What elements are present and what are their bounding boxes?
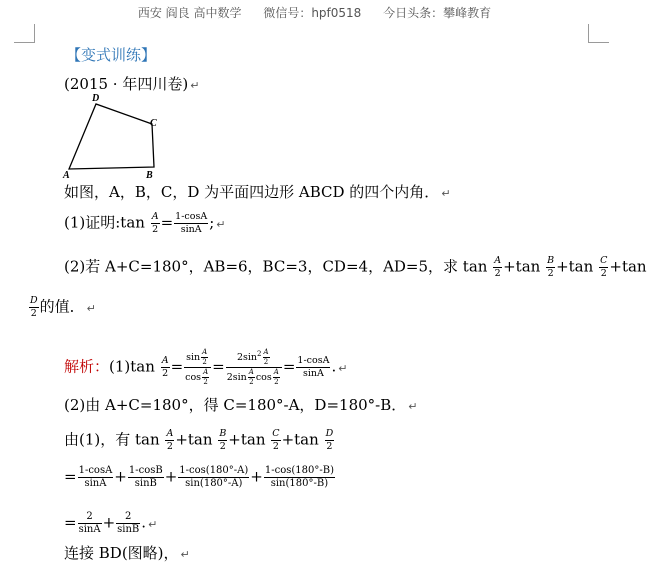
header-item: 微信号：hpf0518 xyxy=(263,6,362,20)
fraction: $\frac{A}{2}$ xyxy=(151,211,159,235)
solution-final: 连接 BD(图略)， ↵ xyxy=(64,544,190,562)
header-item: 今日头条：攀峰教育 xyxy=(383,6,492,20)
label-D: D xyxy=(92,93,100,104)
problem-part2-continued: $\frac{D}{2}$ 的值． ↵ xyxy=(30,295,96,319)
label-C: C xyxy=(150,118,157,129)
solution-step2: (2)由 A+C=180°，得 C=180°-A，D=180°-B． ↵ xyxy=(64,396,418,414)
solution-label: 解析： xyxy=(64,357,110,376)
solution-simplified: = $\frac{2}{\sin A}$ + $\frac{2}{\sin B}$ . ↵ xyxy=(64,511,158,535)
crop-mark-left xyxy=(14,24,35,43)
solution-step3: 由(1)，有 tan $\frac{A}{2}$ +tan $\frac{B}{2}$ +tan $\frac{C}{2}$ +tan $\frac{D}{2}$ xyxy=(64,428,334,452)
section-title: 【变式训练】 xyxy=(66,46,157,64)
solution-step1: 解析：(1)tan $\frac{A}{2}$ = sin $\frac{A}{2}$ cos $\frac{A}{2}$ = $2\sin^2$ $\frac{A}{2}$ 2sin $\frac{A}{2}$ cos $\frac{A}{2}$ = $\frac{1-\cos A}{\sin A}$ . ↵ xyxy=(64,348,348,387)
header-item: 西安 阎良 高中数学 xyxy=(137,6,242,20)
crop-mark-right xyxy=(588,24,609,43)
source-line: (2015 · 年四川卷) ↵ xyxy=(64,75,200,93)
quadrilateral-figure xyxy=(60,92,170,182)
fraction: $\frac{1-\cos A}{\sin A}$ xyxy=(175,211,208,235)
problem-intro: 如图，A，B，C，D 为平面四边形 ABCD 的四个内角． ↵ xyxy=(64,183,451,201)
page-header xyxy=(0,4,629,21)
label-A: A xyxy=(63,170,70,181)
problem-part2: (2)若 A+C=180°，AB=6，BC=3，CD=4，AD=5，求 tan $\frac{A}{2}$ +tan $\frac{B}{2}$ +tan $\frac{C}{2}$ +tan xyxy=(64,255,647,279)
quadrilateral-shape xyxy=(69,104,154,169)
problem-part1: (1)证明:tan $\frac{A}{2}$ = $\frac{1-\cos A}{\sin A}$ ; ↵ xyxy=(64,211,226,235)
label-B: B xyxy=(146,170,153,181)
solution-expansion: = $\frac{1-\cos A}{\sin A}$ + $\frac{1-\cos B}{\sin B}$ + $\frac{1-\cos(180^\circ-A)}{\sin(180^\circ-A)}$ + $\frac{1-\cos(180^\circ-B)}{\sin(180^\circ-B)}$ xyxy=(64,465,334,489)
